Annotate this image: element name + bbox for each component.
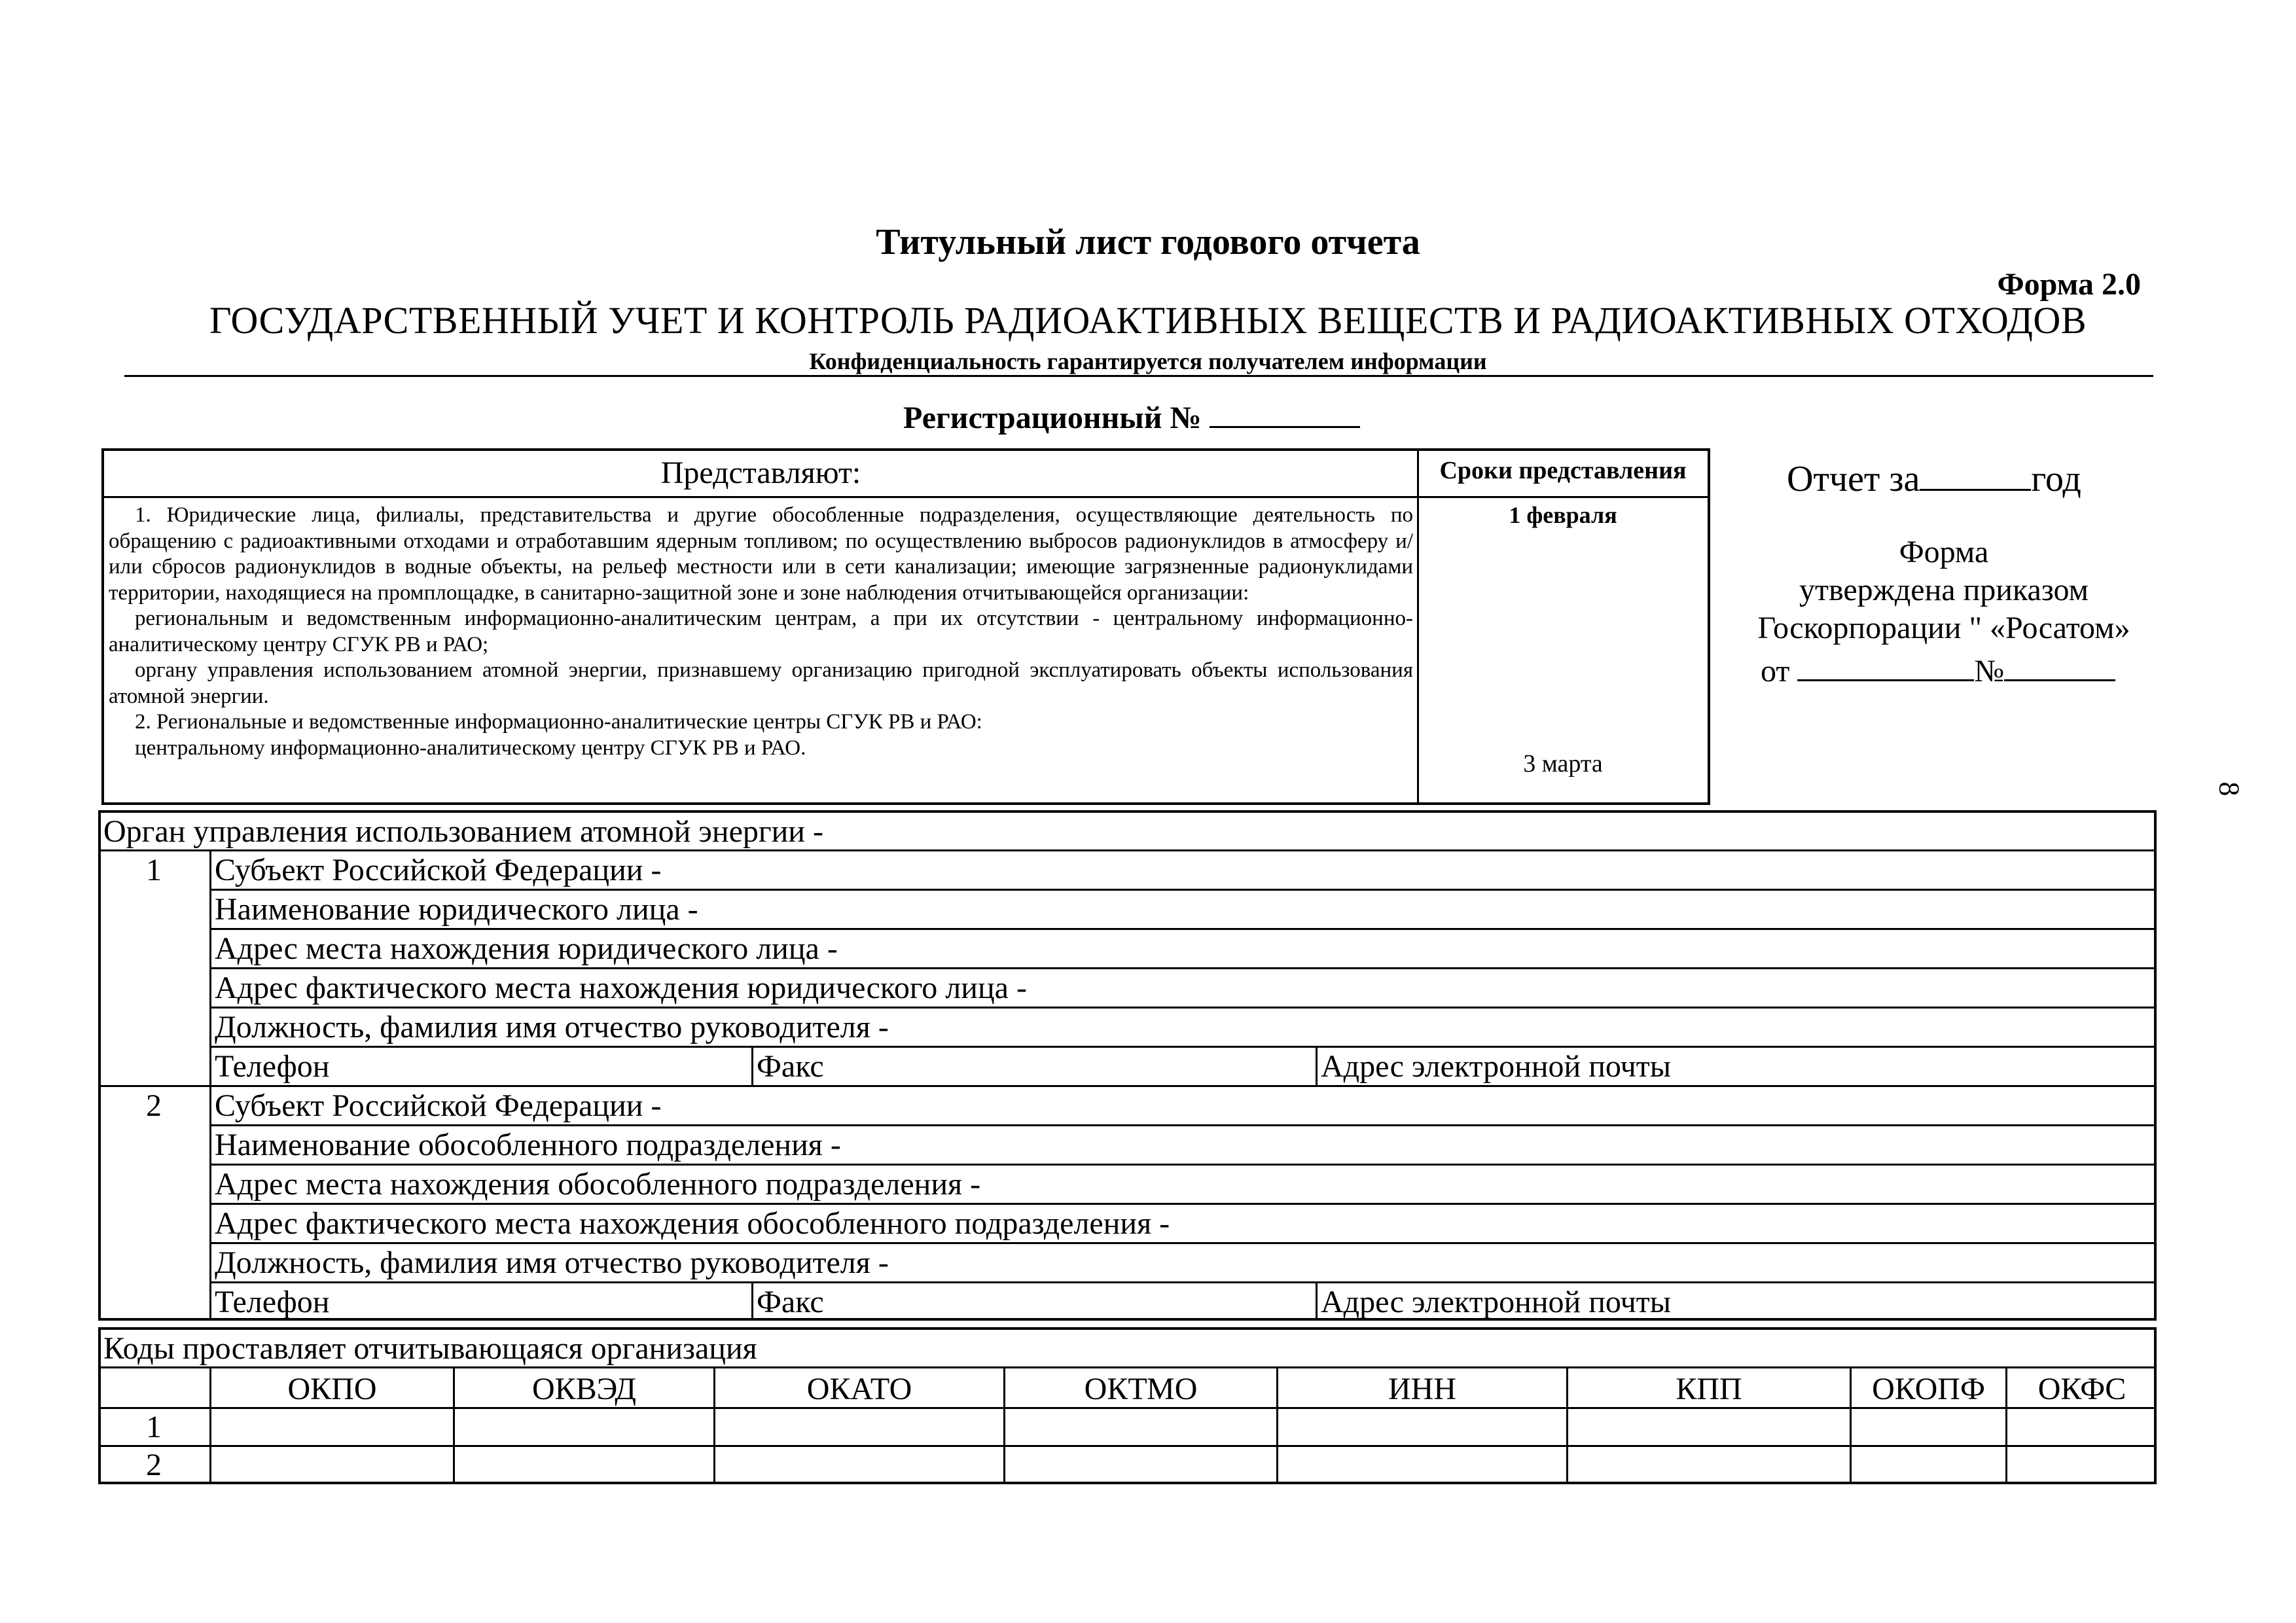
submitter-item: 2. Региональные и ведомственные информационно-аналитические центры СГУК РВ и РАО:: [135, 710, 982, 734]
page-number: 8: [2213, 781, 2246, 796]
form-number: Форма 2.0: [1997, 267, 2141, 302]
submitter-item: центральному информационно-аналитическому центру СГУК РВ и РАО.: [135, 736, 806, 760]
registration-number: [903, 395, 1360, 438]
number-column-divider: [209, 849, 211, 1321]
submitter-item: органу управления использованием атомной энергии, признавшему организацию пригодной эксплуатировать объекты использования атомной энергии.: [109, 658, 1413, 708]
submitters-header-divider: [101, 496, 1710, 498]
report-year: [1787, 455, 2081, 501]
row-divider: [209, 1203, 2157, 1205]
section-divider: [98, 1085, 2157, 1087]
authority-label: Орган управления использованием атомной энергии -: [103, 814, 823, 849]
row-divider: [209, 1281, 2157, 1283]
section-number: 2: [146, 1088, 162, 1123]
approval-line: утверждена приказом: [1799, 573, 2089, 607]
confidentiality-note: Конфиденциальность гарантируется получателем информации: [809, 348, 1487, 374]
fax-label[interactable]: Факс: [757, 1049, 824, 1084]
codes-title: Коды проставляет отчитывающаяся организация: [103, 1331, 757, 1366]
report-year-field[interactable]: [1920, 455, 2031, 491]
document-title: Титульный лист годового отчета: [876, 222, 1420, 262]
subdivision-name-label[interactable]: Наименование обособленного подразделения -: [215, 1128, 841, 1162]
contact-divider: [751, 1046, 753, 1085]
submitter-item: региональным и ведомственным информационно-аналитическим центрам, а при их отсутствии - центральному информационно-аналитическому центру СГУК РВ и РАО;: [109, 607, 1413, 656]
registration-number-field[interactable]: [1210, 395, 1360, 428]
email-label[interactable]: Адрес электронной почты: [1321, 1285, 1672, 1319]
approval-line: Госкорпорации " «Росатом»: [1757, 611, 2130, 645]
row-divider: [209, 928, 2157, 930]
code-header-kpp: КПП: [1676, 1372, 1742, 1406]
manager-label[interactable]: Должность, фамилия имя отчество руководителя -: [215, 1245, 889, 1280]
subdivision-address-label[interactable]: Адрес места нахождения обособленного подразделения -: [215, 1167, 981, 1202]
phone-label[interactable]: Телефон: [215, 1285, 330, 1319]
fax-label[interactable]: Факс: [757, 1285, 824, 1319]
code-header-oktmo: ОКТМО: [1084, 1372, 1198, 1406]
legal-address-label[interactable]: Адрес места нахождения юридического лица -: [215, 931, 838, 966]
approval-date-field[interactable]: [1797, 648, 1974, 681]
approval-number-field[interactable]: [2004, 648, 2115, 681]
region-label[interactable]: Субъект Российской Федерации -: [215, 853, 662, 887]
row-divider: [209, 1007, 2157, 1008]
region-label[interactable]: Субъект Российской Федерации -: [215, 1088, 662, 1123]
submitter-item: 1. Юридические лица, филиалы, представительства и другие обособленные подразделения, осуществляющие деятельность по обращению с радиоактивными отходами и отработавшим ядерным топливом; по осуществлению выбросов радионуклидов в атмосферу и/или сбросов радионуклидов в водные объекты, на рельеф местности или в сети канализации; имеющие загрязненные радионуклидами территории, находящиеся на промплощадке, в санитарно-защитной зоне и зоне наблюдения отчитывающейся организации:: [109, 503, 1413, 605]
actual-address-label[interactable]: Адрес фактического места нахождения юридического лица -: [215, 971, 1027, 1005]
codes-row-number: 1: [146, 1410, 162, 1444]
header-divider: [124, 375, 2153, 377]
section-number: 1: [146, 853, 162, 887]
approval-line: Форма: [1899, 535, 1989, 569]
code-header-okved: ОКВЭД: [531, 1372, 637, 1406]
codes-row-number: 2: [146, 1448, 162, 1482]
row-divider: [209, 967, 2157, 969]
approval-block: [1728, 533, 2160, 647]
contact-divider: [751, 1281, 753, 1321]
manager-label[interactable]: Должность, фамилия имя отчество руководителя -: [215, 1010, 889, 1044]
row-divider: [209, 1164, 2157, 1166]
legal-entity-name-label[interactable]: Наименование юридического лица -: [215, 892, 698, 927]
code-header-okopf: ОКОПФ: [1872, 1372, 1985, 1406]
email-label[interactable]: Адрес электронной почты: [1321, 1049, 1672, 1084]
codes-divider: [98, 1366, 2157, 1368]
deadline-2: 3 марта: [1523, 750, 1603, 777]
row-divider: [209, 889, 2157, 891]
contact-divider: [1316, 1046, 1318, 1085]
phone-label[interactable]: Телефон: [215, 1049, 330, 1084]
subdivision-actual-address-label[interactable]: Адрес фактического места нахождения обособленного подразделения -: [215, 1206, 1170, 1241]
code-header-okfs: ОКФС: [2037, 1372, 2126, 1406]
number-label: №: [1974, 654, 2005, 688]
row-divider: [209, 1046, 2157, 1048]
row-divider: [209, 1242, 2157, 1244]
submitters-list: [109, 503, 1413, 761]
main-heading: ГОСУДАРСТВЕННЫЙ УЧЕТ И КОНТРОЛЬ РАДИОАКТИВНЫХ ВЕЩЕСТВ И РАДИОАКТИВНЫХ ОТХОДОВ: [209, 299, 2087, 342]
report-for-label: Отчет за: [1787, 459, 1920, 499]
code-header-okpo: ОКПО: [287, 1372, 377, 1406]
code-header-okato: ОКАТО: [806, 1372, 912, 1406]
approval-date-number: [1761, 648, 2115, 690]
submitters-header: Представляют:: [660, 455, 861, 490]
year-label: год: [2031, 459, 2081, 499]
row-divider: [209, 1124, 2157, 1126]
deadline-1: 1 февраля: [1509, 502, 1617, 528]
deadlines-header: Сроки представления: [1439, 457, 1687, 484]
codes-divider: [98, 1445, 2157, 1447]
from-label: от: [1761, 654, 1790, 688]
registration-label: Регистрационный №: [903, 401, 1202, 435]
code-header-inn: ИНН: [1388, 1372, 1456, 1406]
contact-divider: [1316, 1281, 1318, 1321]
